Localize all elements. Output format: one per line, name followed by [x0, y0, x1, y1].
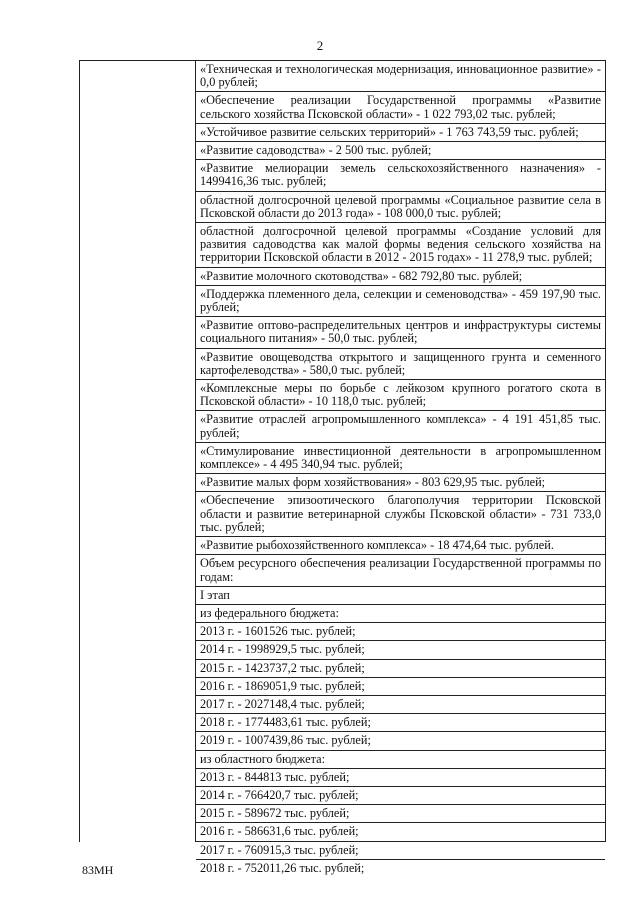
table-row: I этап — [196, 587, 605, 605]
table-row: 2013 г. - 1601526 тыс. рублей; — [196, 623, 605, 641]
table-row: «Развитие малых форм хозяйствования» - 803 629,95 тыс. рублей; — [196, 474, 605, 492]
table-row: «Обеспечение реализации Государственной программы «Развитие сельского хозяйства Псковской области» - 1 022 793,02 тыс. рублей; — [196, 92, 605, 123]
page-number: 2 — [316, 38, 324, 53]
table-row: «Развитие садоводства» - 2 500 тыс. рублей; — [196, 142, 605, 160]
table-row: 2016 г. - 586631,6 тыс. рублей; — [196, 823, 605, 841]
table-row: «Развитие отраслей агропромышленного комплекса» - 4 191 451,85 тыс. рублей; — [196, 411, 605, 442]
table-row: «Стимулирование инвестиционной деятельности в агропромышленном комплексе» - 4 495 340,94 тыс. рублей; — [196, 443, 605, 474]
table-row: «Устойчивое развитие сельских территорий» - 1 763 743,59 тыс. рублей; — [196, 124, 605, 142]
table-content-column — [196, 61, 605, 877]
table-row: 2017 г. - 760915,3 тыс. рублей; — [196, 842, 605, 860]
table-row: Объем ресурсного обеспечения реализации Государственной программы по годам: — [196, 555, 605, 586]
table-row: «Обеспечение эпизоотического благополучия территории Псковской области и развитие ветеринарной службы Псковской области» - 731 733,0 тыс. рублей; — [196, 492, 605, 537]
table-row: 2015 г. - 589672 тыс. рублей; — [196, 805, 605, 823]
table-row: 2014 г. - 766420,7 тыс. рублей; — [196, 787, 605, 805]
table-row: «Комплексные меры по борьбе с лейкозом крупного рогатого скота в Псковской области» - 10 118,0 тыс. рублей; — [196, 380, 605, 411]
table-row: 2016 г. - 1869051,9 тыс. рублей; — [196, 678, 605, 696]
table-row: «Развитие оптово-распределительных центров и инфраструктуры системы социального питания» - 50,0 тыс. рублей; — [196, 317, 605, 348]
table-row: «Развитие мелиорации земель сельскохозяйственного назначения» - 1499416,36 тыс. рублей; — [196, 160, 605, 191]
table-row: 2015 г. - 1423737,2 тыс. рублей; — [196, 660, 605, 678]
table-row: 2013 г. - 844813 тыс. рублей; — [196, 769, 605, 787]
table-row: «Развитие овощеводства открытого и защищенного грунта и семенного картофелеводства» - 580,0 тыс. рублей; — [196, 349, 605, 380]
table-row: «Поддержка племенного дела, селекции и семеноводства» - 459 197,90 тыс. рублей; — [196, 286, 605, 317]
table-row: областной долгосрочной целевой программы «Социальное развитие села в Псковской области до 2013 года» - 108 000,0 тыс. рублей; — [196, 192, 605, 223]
table-row: областной долгосрочной целевой программы «Создание условий для развития садоводства как малой формы ведения сельского хозяйства на территории Псковской области в 2012 - 2015 годах» - 11 278,9 тыс. рублей; — [196, 223, 605, 268]
table-row: из федерального бюджета: — [196, 605, 605, 623]
footer-code: 83МН — [82, 863, 114, 877]
table-row: «Техническая и технологическая модернизация, инновационное развитие» - 0,0 рублей; — [196, 61, 605, 92]
table-row: 2019 г. - 1007439,86 тыс. рублей; — [196, 732, 605, 750]
table-row: 2018 г. - 752011,26 тыс. рублей; — [200, 860, 365, 875]
table-row: 2014 г. - 1998929,5 тыс. рублей; — [196, 641, 605, 659]
table-row: «Развитие молочного скотоводства» - 682 792,80 тыс. рублей; — [196, 268, 605, 286]
table-row: из областного бюджета: — [196, 751, 605, 769]
table-row: 2017 г. - 2027148,4 тыс. рублей; — [196, 696, 605, 714]
table-row: «Развитие рыбохозяйственного комплекса» - 18 474,64 тыс. рублей. — [196, 537, 605, 555]
table-row: 2018 г. - 1774483,61 тыс. рублей; — [196, 714, 605, 732]
